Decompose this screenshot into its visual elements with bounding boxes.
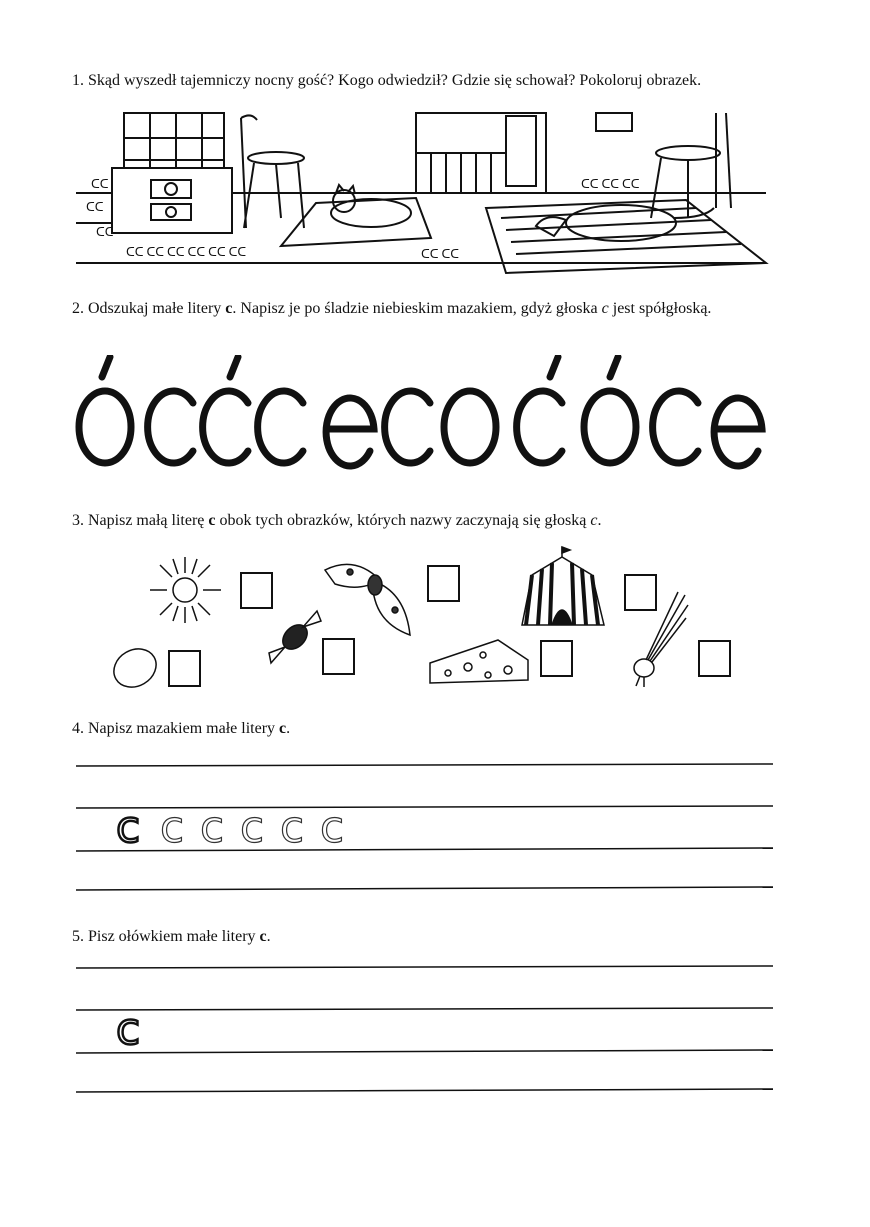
trace-letter: c [280,802,305,853]
cheese-icon [428,635,533,687]
task-number: 2. [72,300,84,317]
task-italic-letter: c [601,300,609,317]
task-number: 5. [72,928,84,945]
svg-text:ᑕᑕ: ᑕᑕ [86,200,104,214]
task-3-instruction [72,512,601,530]
trace-letter: c [240,802,265,853]
svg-text:ᑕᑕ ᑕᑕ ᑕᑕ ᑕᑕ ᑕᑕ ᑕᑕ: ᑕᑕ ᑕᑕ ᑕᑕ ᑕᑕ ᑕᑕ ᑕᑕ [126,245,247,259]
svg-text:ᑕᑕ: ᑕᑕ [91,177,109,191]
task-text: Skąd wyszedł tajemniczy nocny gość? Kogo odwiedził? Gdzie się schował? Pokoloruj obrazek. [88,72,702,89]
answer-box-cheese[interactable] [540,640,573,677]
trace-letter: c [320,802,345,853]
task-1-instruction [72,72,701,90]
task-number: 3. [72,512,84,529]
model-letter: c [116,802,141,853]
task-4-instruction [72,720,290,738]
answer-box-lemon[interactable] [168,650,201,687]
task-number: 1. [72,72,84,89]
task-text: Napisz małą literę [88,512,209,529]
task-bold-letter: c [259,928,267,945]
task-italic-letter: c [590,512,598,529]
lemon-icon [105,640,165,695]
task-text: . Napisz je po śladzie niebieskim mazakiem, gdyż głoska [232,300,602,317]
task-text: Pisz ołówkiem małe litery [88,928,260,945]
answer-box-onion[interactable] [698,640,731,677]
trace-letter: c [200,802,225,853]
svg-text:ᑕᑕ ᑕᑕ: ᑕᑕ ᑕᑕ [421,247,460,261]
task-5-instruction [72,928,271,946]
task-number: 4. [72,720,84,737]
task-2-instruction [72,300,711,318]
task-text: . [266,928,271,945]
butterfly-icon [320,560,415,640]
room-scene [76,108,776,278]
candy-icon [265,605,325,670]
answer-box-candy[interactable] [322,638,355,675]
answer-box-butterfly[interactable] [427,565,460,602]
model-letter: c [116,1004,141,1055]
letter-row [70,355,780,485]
trace-letter: c [160,802,185,853]
task-text: jest spółgłoską. [608,300,712,317]
task-text: . [597,512,602,529]
task-text: Odszukaj małe litery [88,300,226,317]
task-bold-letter: c [208,512,216,529]
task-text: Napisz mazakiem małe litery [88,720,280,737]
writing-lines-task-5[interactable] [76,962,776,1097]
task-bold-letter: c [279,720,287,737]
onion-icon [630,590,690,690]
answer-box-sun[interactable] [240,572,273,609]
task-text: obok tych obrazków, których nazwy zaczynają się głoską [215,512,591,529]
svg-text:ᑕᑕ ᑕᑕ ᑕᑕ: ᑕᑕ ᑕᑕ ᑕᑕ [581,177,640,191]
sun-icon [145,555,225,625]
svg-text:ᑕᑕ: ᑕᑕ [96,225,114,239]
task-text: . [286,720,291,737]
circus-tent-icon [512,545,612,630]
task-bold-letter: c [225,300,233,317]
